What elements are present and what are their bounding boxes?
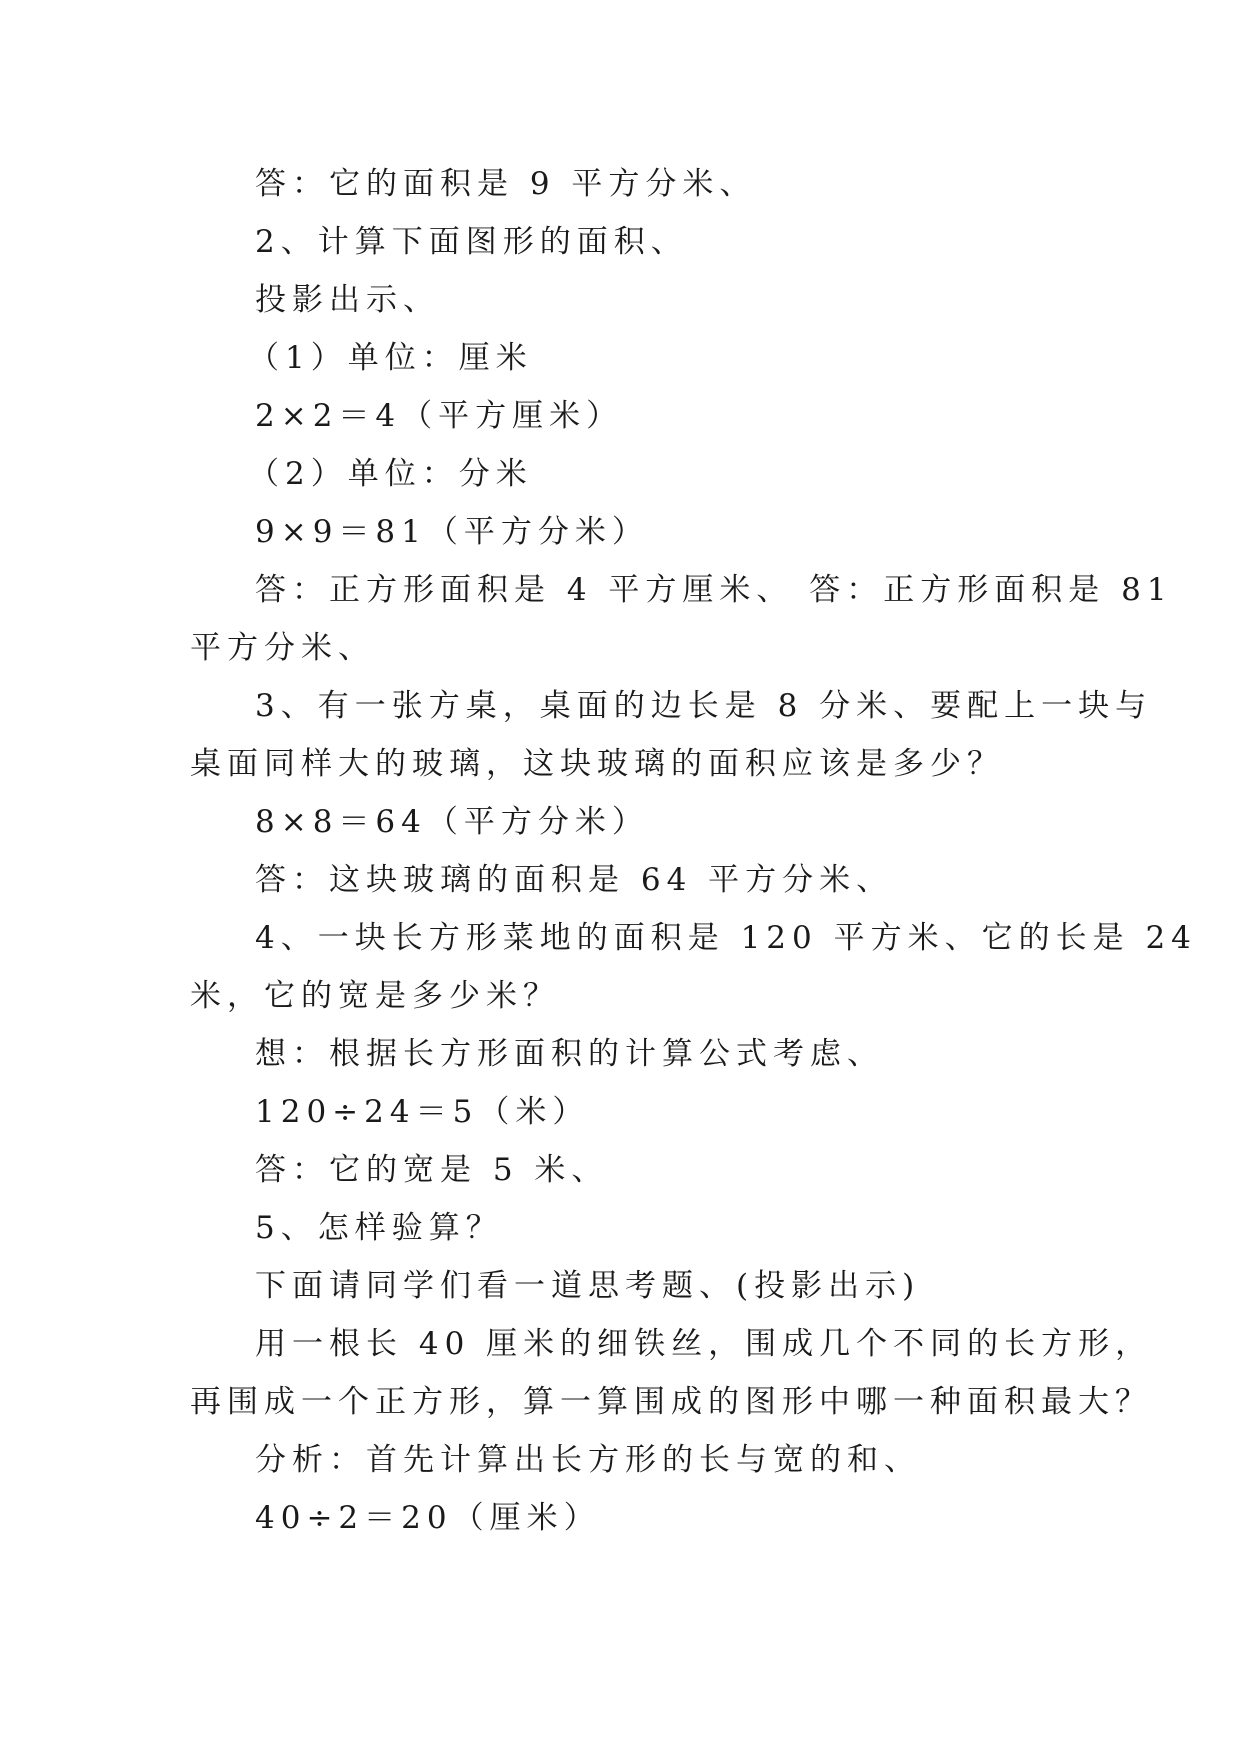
text-line: 用一根长 40 厘米的细铁丝，围成几个不同的长方形， — [255, 1326, 1153, 1362]
text-line: 下面请同学们看一道思考题、(投影出示) — [255, 1268, 921, 1304]
text-line: 2、计算下面图形的面积、 — [255, 224, 688, 260]
text-line: 答：正方形面积是 4 平方厘米、 答：正方形面积是 81 — [255, 572, 1173, 608]
text-line: 答：它的宽是 5 米、 — [255, 1152, 609, 1188]
text-line: 2×2＝4（平方厘米） — [255, 398, 624, 434]
text-line: 8×8＝64（平方分米） — [255, 804, 649, 840]
text-line: 9×9＝81（平方分米） — [255, 514, 649, 550]
text-line: 想：根据长方形面积的计算公式考虑、 — [255, 1036, 884, 1072]
text-line: 40÷2＝20（厘米） — [255, 1500, 601, 1536]
text-line: 再围成一个正方形，算一算围成的图形中哪一种面积最大？ — [190, 1384, 1152, 1420]
text-line: 4、一块长方形菜地的面积是 120 平方米、它的长是 24 — [255, 920, 1197, 956]
text-line: 桌面同样大的玻璃，这块玻璃的面积应该是多少？ — [190, 746, 1004, 782]
text-line: 平方分米、 — [190, 630, 375, 666]
text-line: 3、有一张方桌，桌面的边长是 8 分米、要配上一块与 — [255, 688, 1153, 724]
text-line: 分析：首先计算出长方形的长与宽的和、 — [255, 1442, 921, 1478]
text-line: 答：它的面积是 9 平方分米、 — [255, 166, 757, 202]
text-line: （2）单位：分米 — [248, 456, 533, 492]
text-line: 投影出示、 — [255, 282, 440, 318]
text-line: 答：这块玻璃的面积是 64 平方分米、 — [255, 862, 894, 898]
text-line: 米，它的宽是多少米？ — [190, 978, 560, 1014]
text-line: （1）单位：厘米 — [248, 340, 533, 376]
text-line: 5、怎样验算？ — [255, 1210, 503, 1246]
text-line: 120÷24＝5（米） — [255, 1094, 590, 1130]
